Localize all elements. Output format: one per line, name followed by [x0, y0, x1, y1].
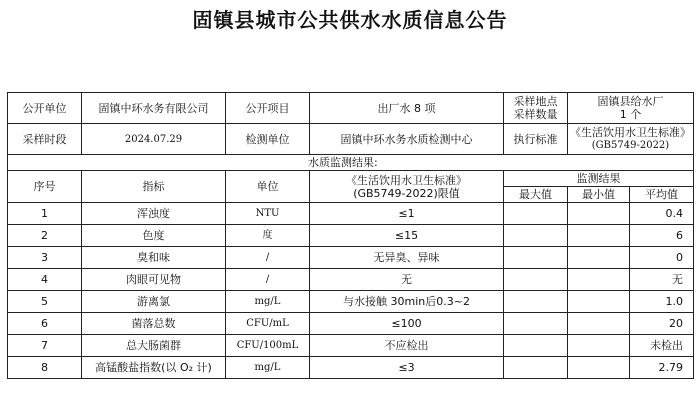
row-limit: ≤100	[310, 313, 504, 335]
publisher-label: 公开单位	[8, 93, 82, 124]
row-unit: NTU	[226, 203, 310, 225]
row-index: 5	[8, 291, 82, 313]
row-min	[568, 335, 630, 357]
row-indicator: 臭和味	[82, 247, 226, 269]
row-avg: 20	[630, 313, 694, 335]
row-avg: 1.0	[630, 291, 694, 313]
row-max	[504, 269, 568, 291]
standard-line1: 《生活饮用水卫生标准》	[570, 126, 691, 139]
row-index: 7	[8, 335, 82, 357]
location-value: 固镇县给水厂	[597, 95, 664, 108]
row-avg: 0	[630, 247, 694, 269]
row-avg: 未检出	[630, 335, 694, 357]
row-limit: ≤3	[310, 357, 504, 379]
row-limit: 与水接触 30min后0.3~2	[310, 291, 504, 313]
row-index: 6	[8, 313, 82, 335]
table-row	[8, 291, 694, 313]
row-min	[568, 313, 630, 335]
row-unit: mg/L	[226, 291, 310, 313]
row-index: 4	[8, 269, 82, 291]
header-monitoring: 监测结果	[504, 171, 694, 187]
item-value: 出厂水 8 项	[310, 93, 504, 124]
row-max	[504, 313, 568, 335]
row-unit: CFU/mL	[226, 313, 310, 335]
table-row	[8, 247, 694, 269]
row-min	[568, 291, 630, 313]
row-indicator: 总大肠菌群	[82, 335, 226, 357]
header-limit-line1: 《生活饮用水卫生标准》	[346, 173, 467, 187]
header-limit-line2: (GB5749-2022)限值	[353, 186, 460, 200]
row-limit: 不应检出	[310, 335, 504, 357]
row-limit: ≤15	[310, 225, 504, 247]
row-unit: /	[226, 269, 310, 291]
header-unit: 单位	[226, 171, 310, 203]
header-row-1	[8, 171, 694, 187]
row-max	[504, 225, 568, 247]
results-caption-row	[8, 155, 694, 171]
row-indicator: 色度	[82, 225, 226, 247]
row-min	[568, 357, 630, 379]
row-max	[504, 247, 568, 269]
row-avg: 0.4	[630, 203, 694, 225]
table-row	[8, 313, 694, 335]
row-max	[504, 203, 568, 225]
item-label: 公开项目	[226, 93, 310, 124]
header-indicator: 指标	[82, 171, 226, 203]
row-avg: 2.79	[630, 357, 694, 379]
info-row-1	[8, 93, 694, 124]
table-row	[8, 225, 694, 247]
location-label: 采样地点	[513, 95, 558, 108]
row-index: 3	[8, 247, 82, 269]
row-max	[504, 335, 568, 357]
row-indicator: 肉眼可见物	[82, 269, 226, 291]
standard-label: 执行标准	[504, 124, 568, 155]
time-label: 采样时段	[8, 124, 82, 155]
unit-value: 固镇中环水务水质检测中心	[310, 124, 504, 155]
data-rows	[8, 203, 694, 379]
row-limit: 无	[310, 269, 504, 291]
table-row	[8, 203, 694, 225]
row-unit: 度	[226, 225, 310, 247]
row-unit: mg/L	[226, 357, 310, 379]
info-row-2	[8, 124, 694, 155]
header-index: 序号	[8, 171, 82, 203]
header-limit	[310, 171, 504, 203]
row-index: 2	[8, 225, 82, 247]
results-caption: 水质监测结果:	[8, 155, 694, 171]
count-value: 1 个	[619, 108, 642, 121]
water-quality-table	[7, 92, 694, 379]
row-unit: /	[226, 247, 310, 269]
header-avg: 平均值	[630, 187, 694, 203]
row-avg: 6	[630, 225, 694, 247]
location-count-labels	[504, 93, 568, 124]
row-indicator: 菌落总数	[82, 313, 226, 335]
row-unit: CFU/100mL	[226, 335, 310, 357]
row-min	[568, 269, 630, 291]
row-min	[568, 247, 630, 269]
row-limit: ≤1	[310, 203, 504, 225]
row-min	[568, 203, 630, 225]
row-max	[504, 291, 568, 313]
row-index: 8	[8, 357, 82, 379]
row-indicator: 浑浊度	[82, 203, 226, 225]
publisher-value: 固镇中环水务有限公司	[82, 93, 226, 124]
row-limit: 无异臭、异味	[310, 247, 504, 269]
row-max	[504, 357, 568, 379]
location-count-values	[568, 93, 694, 124]
table-row	[8, 335, 694, 357]
header-min: 最小值	[568, 187, 630, 203]
row-indicator: 高锰酸盐指数(以 O₂ 计)	[82, 357, 226, 379]
row-min	[568, 225, 630, 247]
header-max: 最大值	[504, 187, 568, 203]
standard-value	[568, 124, 694, 155]
row-index: 1	[8, 203, 82, 225]
row-indicator: 游离氯	[82, 291, 226, 313]
standard-line2: (GB5749-2022)	[591, 140, 670, 151]
table-row	[8, 357, 694, 379]
page-title: 固镇县城市公共供水水质信息公告	[192, 8, 508, 32]
time-value: 2024.07.29	[82, 124, 226, 155]
count-label: 采样数量	[513, 108, 558, 121]
unit-label: 检测单位	[226, 124, 310, 155]
row-avg: 无	[630, 269, 694, 291]
table-row	[8, 269, 694, 291]
